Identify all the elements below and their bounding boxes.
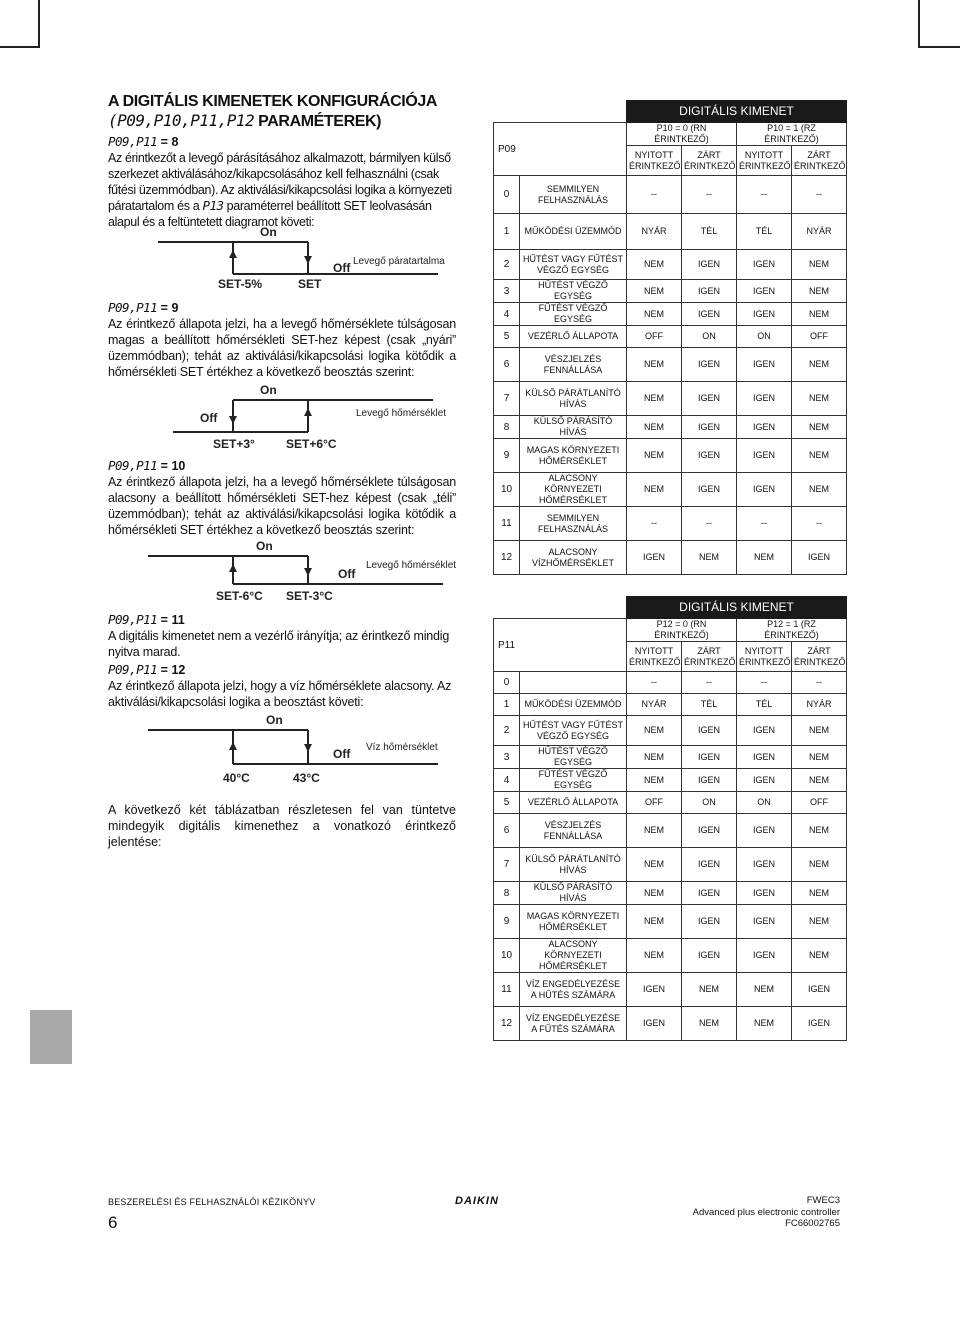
closing-text: A következő két táblázatban részletesen fel van tüntetve mindegyik digitális kimenethez a vonatkozó érintkező jelentése:	[108, 803, 456, 849]
table-title-row	[494, 597, 847, 619]
footer-code: FC66002765	[785, 1218, 840, 1229]
humidity-diagram	[108, 225, 456, 292]
row-value: NEM	[792, 814, 847, 848]
row-description: KÜLSŐ PÁRÁSÍTÓ HÍVÁS	[520, 882, 627, 905]
row-value: IGEN	[682, 769, 737, 792]
row-value: IGEN	[682, 382, 737, 416]
row-description: VÍZ ENGEDÉLYEZÉSE A HŰTÉS SZÁMÁRA	[520, 973, 627, 1007]
row-value: IGEN	[737, 746, 792, 769]
table-row	[494, 694, 847, 716]
param-line: P09,P11 = 10	[108, 458, 186, 473]
row-value: IGEN	[737, 882, 792, 905]
row-value: NEM	[627, 769, 682, 792]
row-value: IGEN	[737, 769, 792, 792]
column-header: NYITOTT ÉRINTKEZŐ	[627, 642, 682, 672]
row-description: MAGAS KÖRNYEZETI HŐMÉRSÉKLET	[520, 905, 627, 939]
row-value: NEM	[682, 973, 737, 1007]
table-row	[494, 326, 847, 348]
row-description	[520, 672, 627, 694]
row-value: NEM	[627, 473, 682, 507]
row-number: 10	[494, 939, 520, 973]
row-number: 9	[494, 439, 520, 473]
row-value: IGEN	[682, 303, 737, 326]
row-value: IGEN	[682, 439, 737, 473]
row-value: IGEN	[737, 939, 792, 973]
row-value: NYÁR	[792, 214, 847, 250]
group-header: P10 = 1 (RZ ÉRINTKEZŐ)	[737, 123, 847, 146]
row-value: IGEN	[682, 280, 737, 303]
row-description: ALACSONY KÖRNYEZETI HŐMÉRSÉKLET	[520, 473, 627, 507]
table-row	[494, 769, 847, 792]
crop-mark	[918, 0, 920, 48]
row-number: 10	[494, 473, 520, 507]
row-description: VÉSZJELZÉS FENNÁLLÁSA	[520, 348, 627, 382]
param-cell: P09	[494, 123, 627, 176]
row-value: --	[737, 672, 792, 694]
table-group-row	[494, 123, 847, 146]
row-number: 8	[494, 416, 520, 439]
row-value: NYÁR	[627, 214, 682, 250]
table-row	[494, 416, 847, 439]
row-value: NEM	[627, 439, 682, 473]
table-row	[494, 1007, 847, 1041]
section-heading	[108, 92, 456, 131]
row-value: --	[627, 176, 682, 214]
row-value: IGEN	[682, 939, 737, 973]
row-value: NEM	[792, 250, 847, 280]
table-title-row	[494, 101, 847, 123]
off-label: Off	[338, 567, 356, 581]
on-label: On	[260, 383, 277, 397]
row-value: NEM	[792, 882, 847, 905]
row-value: IGEN	[682, 905, 737, 939]
row-value: IGEN	[682, 746, 737, 769]
row-value: NEM	[792, 280, 847, 303]
table-row	[494, 473, 847, 507]
section-text: Az érintkezőt a levegő párásításához alkalmazott, bármilyen külső szerkezet aktiválásához/kikapcsolásához kell felhasználni (csak fűtési üzemmódban). Az aktiválási/kikapcsolási logika a környezeti páratartalom és a P13 paraméterrel beállított SET leolvasásán alapul és a feltüntetett diagramot követi:	[108, 151, 452, 229]
column-header: NYITOTT ÉRINTKEZŐ	[737, 146, 792, 176]
row-value: NEM	[737, 541, 792, 575]
row-value: NEM	[627, 280, 682, 303]
threshold-low: 40°C	[223, 771, 250, 785]
row-description: FŰTÉST VÉGZŐ EGYSÉG	[520, 769, 627, 792]
row-value: ON	[682, 792, 737, 814]
row-number: 1	[494, 214, 520, 250]
table-row	[494, 814, 847, 848]
row-number: 4	[494, 303, 520, 326]
row-value: IGEN	[737, 416, 792, 439]
row-value: NEM	[627, 416, 682, 439]
row-value: NEM	[792, 382, 847, 416]
row-value: --	[682, 176, 737, 214]
row-value: NEM	[792, 769, 847, 792]
row-value: IGEN	[737, 439, 792, 473]
row-value: IGEN	[627, 973, 682, 1007]
section-text: A digitális kimenetet nem a vezérlő irányítja; az érintkező mindig nyitva marad.	[108, 629, 450, 659]
row-value: NEM	[627, 746, 682, 769]
row-value: NEM	[627, 348, 682, 382]
row-description: HŰTÉST VÉGZŐ EGYSÉG	[520, 746, 627, 769]
table-row	[494, 176, 847, 214]
row-description: MŰKÖDÉSI ÜZEMMÓD	[520, 694, 627, 716]
threshold-high: 43°C	[293, 771, 320, 785]
table-row	[494, 746, 847, 769]
row-value: IGEN	[627, 541, 682, 575]
air-temp-low-diagram	[108, 538, 456, 610]
footer-model: FWEC3	[806, 1195, 840, 1206]
table-row	[494, 541, 847, 575]
crop-mark	[0, 46, 38, 48]
threshold-high: SET-3°C	[286, 589, 333, 603]
row-value: IGEN	[682, 416, 737, 439]
row-value: --	[682, 672, 737, 694]
row-description: FŰTÉST VÉGZŐ EGYSÉG	[520, 303, 627, 326]
row-value: NEM	[627, 250, 682, 280]
row-value: NEM	[792, 416, 847, 439]
digital-output-table-p09	[493, 100, 847, 575]
row-description: SEMMILYEN FELHASZNÁLÁS	[520, 176, 627, 214]
row-value: NEM	[792, 746, 847, 769]
row-value: IGEN	[682, 250, 737, 280]
table-title: DIGITÁLIS KIMENET	[627, 597, 847, 619]
row-value: IGEN	[682, 716, 737, 746]
hysteresis-graph	[108, 538, 456, 610]
row-description: HŰTÉST VAGY FŰTÉST VÉGZŐ EGYSÉG	[520, 716, 627, 746]
heading-line-1: A DIGITÁLIS KIMENETEK KONFIGURÁCIÓJA	[108, 93, 438, 110]
section-text: Az érintkező állapota jelzi, hogy a víz hőmérséklete alacsony. Az aktiválási/kikapcsolási logika a beosztást követi:	[108, 679, 452, 709]
row-number: 0	[494, 176, 520, 214]
column-header: NYITOTT ÉRINTKEZŐ	[737, 642, 792, 672]
table-row	[494, 439, 847, 473]
row-value: NEM	[792, 716, 847, 746]
row-description: MAGAS KÖRNYEZETI HŐMÉRSÉKLET	[520, 439, 627, 473]
table-row	[494, 507, 847, 541]
table-row	[494, 792, 847, 814]
off-label: Off	[333, 747, 351, 761]
row-value: NEM	[682, 1007, 737, 1041]
row-number: 5	[494, 792, 520, 814]
axis-caption: Levegő hőmérséklet	[366, 560, 457, 571]
row-number: 3	[494, 746, 520, 769]
row-value: NEM	[792, 303, 847, 326]
row-value: OFF	[792, 792, 847, 814]
column-header: ZÁRT ÉRINTKEZŐ	[682, 642, 737, 672]
axis-caption: Víz hőmérséklet	[366, 742, 438, 753]
row-description: VÍZ ENGEDÉLYEZÉSE A FŰTÉS SZÁMÁRA	[520, 1007, 627, 1041]
row-number: 12	[494, 541, 520, 575]
row-value: NEM	[627, 303, 682, 326]
brand-logo: DAIKIN	[455, 1195, 499, 1207]
off-label: Off	[333, 261, 351, 275]
row-number: 7	[494, 382, 520, 416]
table-row	[494, 905, 847, 939]
row-number: 0	[494, 672, 520, 694]
footer-manual-title: BESZERELÉSI ÉS FELHASZNÁLÓI KÉZIKÖNYV	[108, 1197, 316, 1207]
param-cell: P11	[494, 619, 627, 672]
row-number: 12	[494, 1007, 520, 1041]
table-title: DIGITÁLIS KIMENET	[627, 101, 847, 123]
crop-mark	[38, 0, 40, 48]
row-value: TÉL	[682, 214, 737, 250]
row-value: NEM	[682, 541, 737, 575]
row-value: --	[737, 507, 792, 541]
row-value: --	[792, 672, 847, 694]
section-text: Az érintkező állapota jelzi, ha a levegő hőmérséklete túlságosan magas a beállított hőmérsékleti SET-hez képest (csak „nyári” üzemmódban); tehát az aktiválási/kikapcsolási logika kötődik a hőmérsékleti SET értékhez a következő beosztás szerint:	[108, 317, 456, 379]
row-value: --	[792, 176, 847, 214]
off-label: Off	[200, 411, 218, 425]
row-value: OFF	[792, 326, 847, 348]
row-number: 7	[494, 848, 520, 882]
row-value: IGEN	[737, 848, 792, 882]
row-value: TÉL	[737, 214, 792, 250]
row-value: IGEN	[627, 1007, 682, 1041]
row-value: NEM	[737, 973, 792, 1007]
row-value: NEM	[792, 348, 847, 382]
row-value: --	[627, 672, 682, 694]
row-value: OFF	[627, 326, 682, 348]
page-side-tab	[30, 1010, 72, 1064]
row-value: IGEN	[737, 348, 792, 382]
table-row	[494, 214, 847, 250]
row-value: NEM	[627, 382, 682, 416]
param-line: P09,P11 = 11	[108, 612, 185, 627]
row-value: NEM	[627, 939, 682, 973]
row-description: MŰKÖDÉSI ÜZEMMÓD	[520, 214, 627, 250]
table-row	[494, 382, 847, 416]
row-value: ON	[737, 326, 792, 348]
row-number: 5	[494, 326, 520, 348]
threshold-low: SET-6°C	[216, 589, 263, 603]
row-value: TÉL	[682, 694, 737, 716]
row-value: IGEN	[737, 716, 792, 746]
heading-line-2: (P09,P10,P11,P12 PARAMÉTEREK)	[108, 111, 382, 130]
row-value: --	[737, 176, 792, 214]
row-value: IGEN	[682, 882, 737, 905]
param-line: P09,P11 = 8	[108, 134, 179, 149]
row-value: NEM	[737, 1007, 792, 1041]
row-value: IGEN	[682, 473, 737, 507]
axis-caption: Levegő páratartalma	[353, 256, 445, 267]
air-temp-high-diagram	[108, 380, 456, 458]
row-value: IGEN	[737, 814, 792, 848]
row-value: IGEN	[737, 905, 792, 939]
row-description: HŰTÉST VAGY FŰTÉST VÉGZŐ EGYSÉG	[520, 250, 627, 280]
row-number: 4	[494, 769, 520, 792]
on-label: On	[266, 713, 283, 727]
row-description: KÜLSŐ PÁRÁSÍTÓ HÍVÁS	[520, 416, 627, 439]
row-description: KÜLSŐ PÁRÁTLANÍTÓ HÍVÁS	[520, 382, 627, 416]
row-number: 6	[494, 814, 520, 848]
row-description: VÉSZJELZÉS FENNÁLLÁSA	[520, 814, 627, 848]
table-row	[494, 716, 847, 746]
group-header: P12 = 0 (RN ÉRINTKEZŐ)	[627, 619, 737, 642]
axis-caption: Levegő hőmérséklet	[356, 408, 447, 419]
threshold-low: SET+3°	[213, 437, 255, 451]
row-value: IGEN	[737, 473, 792, 507]
section-text: Az érintkező állapota jelzi, ha a levegő hőmérséklete túlságosan alacsony a beállított hőmérsékleti SET-hez képest (csak „téli” üzemmódban); tehát az aktiválási/kikapcsolási logika kötődik a hőmérsékleti SET értékhez a következő beosztás szerint:	[108, 475, 456, 537]
row-value: IGEN	[792, 541, 847, 575]
row-value: NEM	[627, 814, 682, 848]
row-value: IGEN	[737, 303, 792, 326]
row-number: 9	[494, 905, 520, 939]
group-header: P12 = 1 (RZ ÉRINTKEZŐ)	[737, 619, 847, 642]
row-value: NYÁR	[792, 694, 847, 716]
table-row	[494, 973, 847, 1007]
row-value: IGEN	[737, 382, 792, 416]
row-value: --	[627, 507, 682, 541]
row-value: NEM	[792, 905, 847, 939]
row-value: NYÁR	[627, 694, 682, 716]
table-row	[494, 303, 847, 326]
digital-output-table-p11	[493, 596, 847, 1041]
threshold-high: SET+6°C	[286, 437, 337, 451]
row-number: 2	[494, 716, 520, 746]
column-header: ZÁRT ÉRINTKEZŐ	[792, 642, 847, 672]
row-number: 11	[494, 973, 520, 1007]
row-number: 8	[494, 882, 520, 905]
param-line: P09,P11 = 12	[108, 662, 186, 677]
row-value: NEM	[792, 473, 847, 507]
table-row	[494, 882, 847, 905]
row-description: VEZÉRLŐ ÁLLAPOTA	[520, 326, 627, 348]
threshold-low: SET-5%	[218, 277, 263, 291]
row-number: 11	[494, 507, 520, 541]
table-group-row	[494, 619, 847, 642]
on-label: On	[256, 539, 273, 553]
row-number: 1	[494, 694, 520, 716]
row-description: HŰTÉST VÉGZŐ EGYSÉG	[520, 280, 627, 303]
page-number: 6	[108, 1213, 118, 1232]
row-value: IGEN	[792, 973, 847, 1007]
table-row	[494, 280, 847, 303]
row-value: ON	[737, 792, 792, 814]
threshold-high: SET	[298, 277, 322, 291]
row-value: IGEN	[682, 814, 737, 848]
crop-mark	[920, 46, 960, 48]
row-description: ALACSONY KÖRNYEZETI HŐMÉRSÉKLET	[520, 939, 627, 973]
row-number: 6	[494, 348, 520, 382]
water-temp-diagram	[108, 710, 456, 792]
footer-product: Advanced plus electronic controller	[692, 1206, 840, 1218]
column-header: ZÁRT ÉRINTKEZŐ	[792, 146, 847, 176]
row-value: IGEN	[737, 250, 792, 280]
row-value: NEM	[627, 882, 682, 905]
row-value: --	[792, 507, 847, 541]
table-row	[494, 672, 847, 694]
row-value: IGEN	[682, 848, 737, 882]
left-column	[108, 92, 456, 850]
row-value: TÉL	[737, 694, 792, 716]
row-value: NEM	[627, 716, 682, 746]
row-value: NEM	[627, 848, 682, 882]
table-row	[494, 848, 847, 882]
row-description: ALACSONY VÍZHŐMÉRSÉKLET	[520, 541, 627, 575]
table-row	[494, 939, 847, 973]
row-value: OFF	[627, 792, 682, 814]
column-header: NYITOTT ÉRINTKEZŐ	[627, 146, 682, 176]
row-value: NEM	[792, 848, 847, 882]
row-value: IGEN	[737, 280, 792, 303]
table-row	[494, 250, 847, 280]
row-description: KÜLSŐ PÁRÁTLANÍTÓ HÍVÁS	[520, 848, 627, 882]
row-value: IGEN	[682, 348, 737, 382]
row-description: VEZÉRLŐ ÁLLAPOTA	[520, 792, 627, 814]
row-value: --	[682, 507, 737, 541]
row-value: NEM	[627, 905, 682, 939]
group-header: P10 = 0 (RN ÉRINTKEZŐ)	[627, 123, 737, 146]
row-value: IGEN	[792, 1007, 847, 1041]
row-description: SEMMILYEN FELHASZNÁLÁS	[520, 507, 627, 541]
table-row	[494, 348, 847, 382]
column-header: ZÁRT ÉRINTKEZŐ	[682, 146, 737, 176]
on-label: On	[260, 225, 277, 239]
row-value: NEM	[792, 439, 847, 473]
row-value: NEM	[792, 939, 847, 973]
footer-product-info	[693, 1195, 840, 1230]
param-line: P09,P11 = 9	[108, 300, 179, 315]
row-value: ON	[682, 326, 737, 348]
row-number: 3	[494, 280, 520, 303]
row-number: 2	[494, 250, 520, 280]
